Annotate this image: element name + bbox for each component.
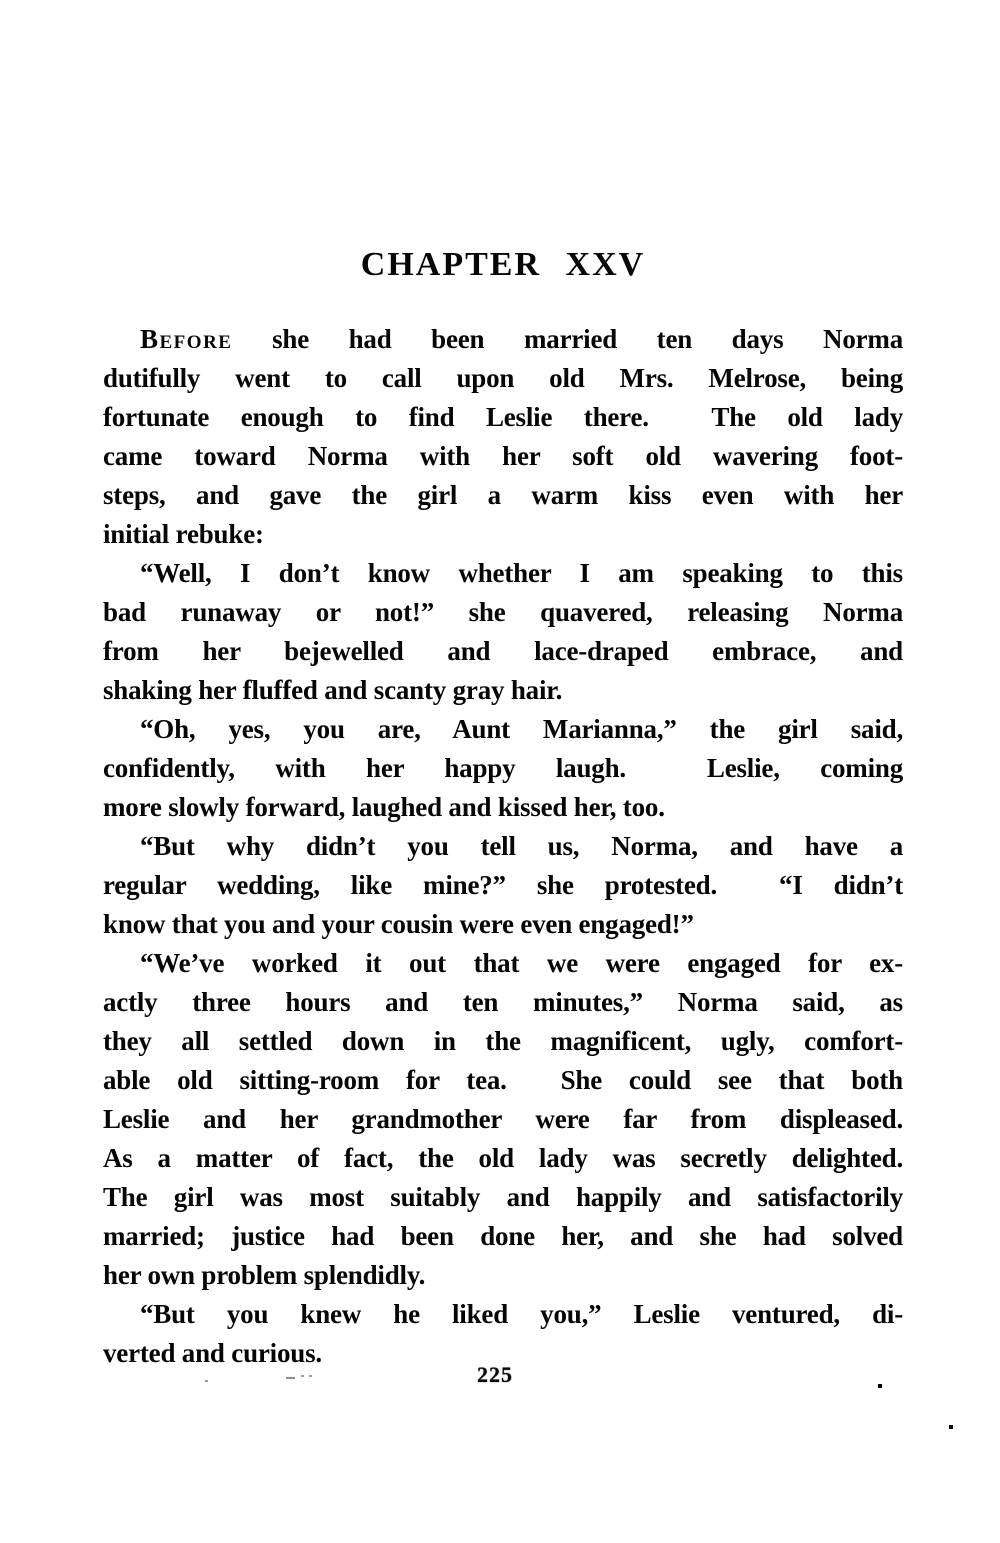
text-line: married; justice had been done her, and she had solved xyxy=(103,1221,903,1251)
text-line: bad runaway or not!” she quavered, releasing Norma xyxy=(103,597,903,627)
text-line: shaking her fluffed and scanty gray hair. xyxy=(103,675,563,705)
paragraph xyxy=(103,944,903,1295)
scan-speck xyxy=(878,1384,882,1388)
text-line: her own problem splendidly. xyxy=(103,1260,426,1290)
text-line: actly three hours and ten minutes,” Norma said, as xyxy=(103,987,903,1017)
text-line: “But why didn’t you tell us, Norma, and have a xyxy=(140,831,903,861)
scan-speck xyxy=(309,1375,312,1377)
text-line: verted and curious. xyxy=(103,1338,322,1368)
text-line: “But you knew he liked you,” Leslie ventured, di- xyxy=(140,1299,903,1329)
text-line: confidently, with her happy laugh. Leslie, coming xyxy=(103,753,903,783)
text-line: came toward Norma with her soft old wavering foot- xyxy=(103,441,903,471)
text-line: “Oh, yes, you are, Aunt Marianna,” the girl said, xyxy=(140,714,903,744)
text-line: dutifully went to call upon old Mrs. Melrose, being xyxy=(103,363,903,393)
paragraph xyxy=(103,827,903,944)
smallcaps-word: Before xyxy=(140,324,233,354)
text-line: initial rebuke: xyxy=(103,519,264,549)
text-line: “We’ve worked it out that we were engaged for ex- xyxy=(140,948,903,978)
chapter-heading: CHAPTER XXV xyxy=(360,246,646,283)
paragraph xyxy=(103,320,903,554)
text-line: As a matter of fact, the old lady was secretly delighted. xyxy=(103,1143,903,1173)
text-line: “Well, I don’t know whether I am speaking to this xyxy=(140,558,903,588)
text-line: steps, and gave the girl a warm kiss even with her xyxy=(103,480,903,510)
text-line: able old sitting-room for tea. She could see that both xyxy=(103,1065,903,1095)
paragraph xyxy=(103,710,903,827)
text-line: The girl was most suitably and happily and satisfactorily xyxy=(103,1182,903,1212)
text-line: they all settled down in the magnificent, ugly, comfort- xyxy=(103,1026,903,1056)
text-line: fortunate enough to find Leslie there. The old lady xyxy=(103,402,903,432)
scan-speck xyxy=(949,1425,953,1429)
page-number: 225 xyxy=(477,1362,513,1387)
text-line: regular wedding, like mine?” she protested. “I didn’t xyxy=(103,870,903,900)
paragraph xyxy=(103,554,903,710)
text-line: Before she had been married ten days Norma xyxy=(140,324,903,354)
text-line: Leslie and her grandmother were far from displeased. xyxy=(103,1104,903,1134)
text-line: from her bejewelled and lace-draped embrace, and xyxy=(103,636,903,666)
text-line: know that you and your cousin were even engaged!” xyxy=(103,909,694,939)
text-block xyxy=(103,320,903,1373)
scan-speck xyxy=(205,1380,208,1382)
scan-speck xyxy=(286,1377,295,1379)
scan-speck xyxy=(301,1375,304,1377)
text-line: more slowly forward, laughed and kissed her, too. xyxy=(103,792,665,822)
